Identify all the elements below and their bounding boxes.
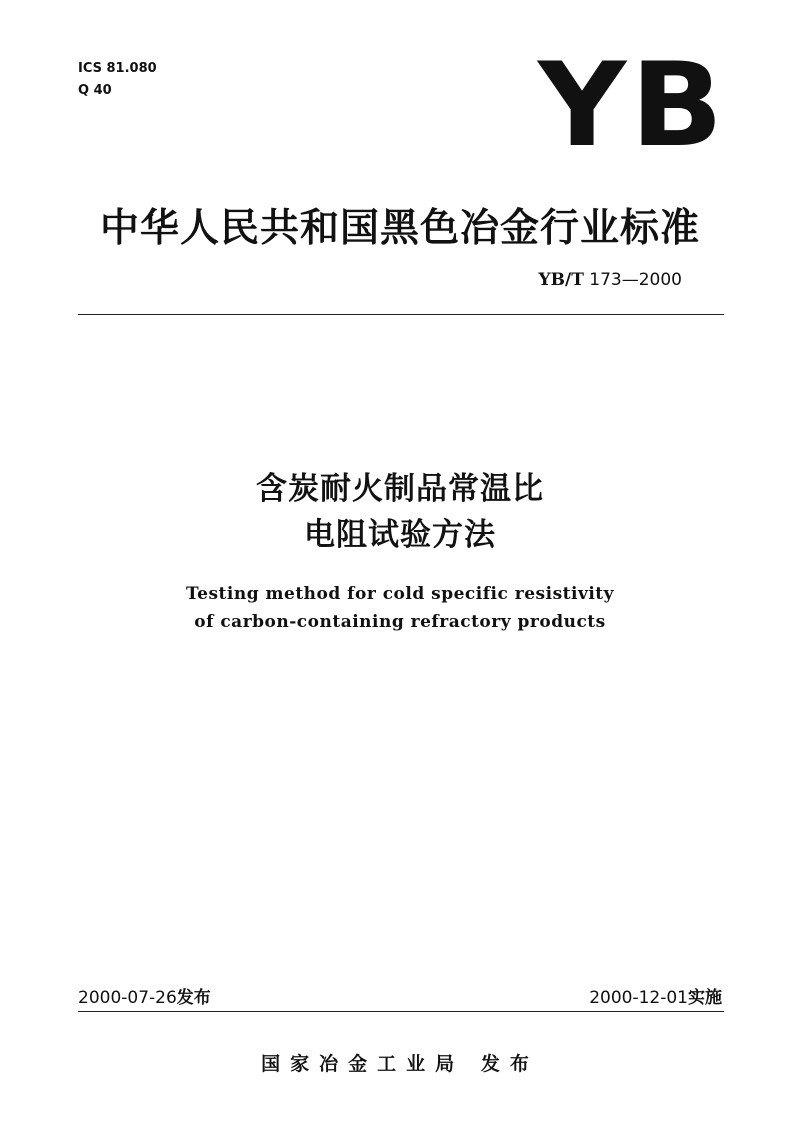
english-title	[0, 580, 800, 636]
issue-date	[78, 986, 211, 1010]
implementation-date	[589, 986, 722, 1010]
english-title-line2: of carbon-containing refractory products	[194, 612, 606, 632]
implementation-label: 实施	[688, 988, 722, 1008]
yb-logo: YB	[538, 38, 728, 173]
standard-code: YB/T	[538, 270, 584, 290]
ics-code: ICS 81.080	[78, 61, 157, 76]
standard-number	[539, 268, 683, 292]
industry-standard-title: 中华人民共和国黑色冶金行业标准	[99, 206, 700, 251]
chinese-title-line2: 电阻试验方法	[304, 517, 496, 553]
classification-codes	[78, 58, 157, 102]
publisher-name: 国家冶金工业局	[261, 1053, 465, 1075]
top-divider	[78, 314, 724, 315]
publisher	[0, 1050, 800, 1078]
standard-serial: 173—2000	[589, 270, 682, 290]
bottom-divider	[78, 1011, 724, 1012]
category-code: Q 40	[78, 83, 112, 98]
english-title-line1: Testing method for cold specific resistivity	[185, 584, 615, 604]
issue-label: 发布	[176, 988, 211, 1008]
implementation-date-value: 2000-12-01	[589, 988, 688, 1008]
issue-date-value: 2000-07-26	[78, 988, 177, 1008]
chinese-title-line1: 含炭耐火制品常温比	[256, 471, 544, 507]
chinese-title	[0, 466, 800, 558]
publisher-label: 发布	[480, 1053, 539, 1075]
